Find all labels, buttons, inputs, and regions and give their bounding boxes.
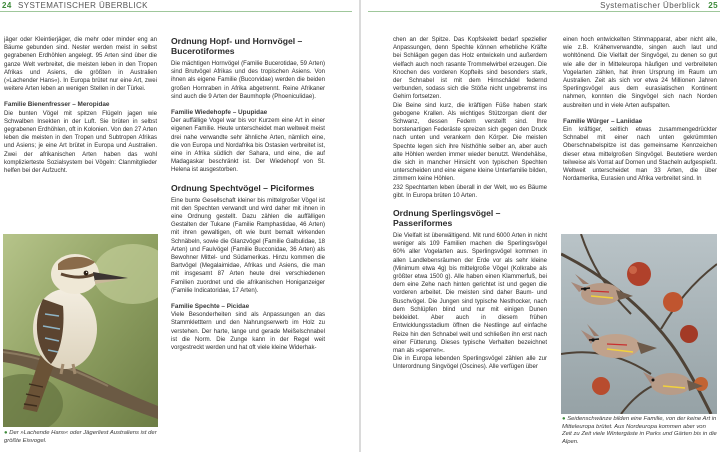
col3-kopfskelett-paragraph: chen an der Spitze. Das Kopfskelett bedarf spezieller Anpassungen, denn Spechte können erhebliche Kräfte bei Schlägen gegen das Holz entwickeln und außerdem vielfach auch noch rasante Trommelwirbel erzeugen. Die Knochen des vorderen Kopfteils sind besonders stark, der Schnabel ist mit dem Hirnschädel federnd verbunden, sodass sich die Stöße nicht ungebremst ins Gehirn fortsetzen. [393, 37, 547, 101]
right-header-rule [368, 11, 720, 12]
page-gutter [359, 0, 361, 452]
left-page-number: 24 [2, 1, 12, 10]
col3-beine-paragraph: Die Beine sind kurz, die kräftigen Füße haben stark gebogene Krallen. Als wichtiges Stützorgan dient der Schwanz, dessen Federn versteift sind. Ihre borstenartigen Federäste spreizen sich gegen den Druck nach unten und verankern den Körper. Die meisten Spechte legen sich ihre Nisthöhle selber an, aber auch alte Höhlen werden immer wieder benutzt. Wendehälse, die sich in mancher Hinsicht von typischen Spechten unterscheiden und eine eigene kleine Unterfamilie bilden, zimmern keine Höhlen. [393, 102, 547, 183]
right-page-number: 25 [708, 1, 718, 10]
col4-wuerger-paragraph: Ein kräftiger, seitlich etwas zusammengedrückter Schnabel mit einer nach unten gekrümmten Oberschnabelspitze ist das gemeinsame Kennzeichen dieser etwa mittelgroßen Singvögel. Beutetiere werden teilweise als Vorrat auf Dornen und Stacheln aufgespießt. Weltweit unterscheidet man 33 Arten, die über Nordamerika, Eurasien und Afrika verbreitet sind. In [563, 127, 717, 183]
col2-hornvoegel-paragraph: Die mächtigen Hornvögel (Familie Bucerotidae, 59 Arten) sind Brutvögel Afrikas und des tropischen Asiens. Von ihnen als eigene Familie (Bucorvidae) werden die beiden großen Hornraben in Afrika abgetrennt. Reine Afrikaner sind auch die 9 Arten der Baumhopfe (Phoeniculidae). [171, 61, 325, 100]
col1-bienenfresser-paragraph: Die bunten Vögel mit spitzen Flügeln jagen wie Schwalben Insekten in der Luft. Sie brüten in selbst gegrabenen Erdhöhlen, oft in Kolonien. Von den 27 Arten leben die meisten in den Tropen und Subtropen Afrikas und Asiens; je eine Art brütet in Europa und Australien. Zwei der afrikanischen Arten haben das wohl komplizierteste Sozialsystem bei Vögeln: Clanmitglieder helfen bei der Aufzucht. [4, 110, 157, 175]
left-running-title: SYSTEMATISCHER ÜBERBLICK [18, 1, 148, 10]
col2-spechte-paragraph: Viele Besonderheiten sind als Anpassungen an das Stammkletttern und den Nahrungserwerb im Holz zu verstehen. Der harte, lange und gerade Meißelschnabel ist die Norm. Die Zunge kann in der Regel weit vorgestreckt werden und hat oft viele kleine Widerhak- [171, 312, 325, 352]
column-3 [393, 36, 547, 452]
kookaburra-photo [3, 234, 158, 427]
waxwing-caption-text: Seidenschwänze bilden eine Familie, von der keine Art in Mitteleuropa brütet. Aus Nordeuropa kommen aber von Zeit zu Zeit viele Wintergäste in Parks und Gärten bis in die Alpen. [562, 416, 717, 445]
right-running-title: Systematischer Überblick [600, 1, 700, 10]
col4-heading-wuerger: Familie Würger – Laniidae [563, 117, 643, 125]
kookaburra-caption-text: Der »Lachende Hans« oder Jägerliest Australiens ist der größte Eisvogel. [4, 430, 157, 444]
col1-heading-bienenfresser: Familie Bienenfresser – Meropidae [4, 101, 110, 109]
column-2 [171, 36, 325, 452]
col1-intro-paragraph: jäger oder Kleintierjäger, die mehr oder minder eng an Bäume gebunden sind. Nester werden meist in selbst gegrabenen Erdhöhlen angelegt. 95 Arten sind über die ganze Welt verbreitet, die meisten leben in den Tropen Afrikas und Asiens, die größten in Australien (»Lachender Hans«). In Europa brütet nur eine Art, zwei weitere Arten leben an wenigen Stellen in der Türkei. [4, 37, 157, 93]
caption-bullet-icon: ● [562, 416, 566, 422]
col2-heading-bucerotiformes: Ordnung Hopf- und Hornvögel – Bucerotiformes [171, 36, 303, 56]
caption-bullet-icon: ● [4, 430, 8, 436]
waxwing-illustration [561, 234, 717, 414]
waxwing-photo [561, 234, 717, 414]
col2-spechtvoegel-paragraph: Eine bunte Gesellschaft kleiner bis mittelgroßer Vögel ist mit den Spechten verwandt und wird daher mit ihnen in eine Ordnung gestellt. Dazu zählen die auffälligen Gestalten der Tukane (Familie Ramphastidae, 46 Arten) mit ihren gewaltigen, oft wie bunt bemalt wirkenden Schnäbeln, sowie die Glanzvögel (Familie Galbulidae, 18 Arten) und Faulvögel (Familie Bucconidae, 36 Arten) als Bewohner Mittel- und Südamerikas. Hinzu kommen die Bartvögel (Megalaimidae, Afrikas und Asiens, die man mit insgesamt 87 Arten heute drei verschiedenen Familien zuordnet und die afrikanischen Honiganzeiger (Familie Indicatoridae, 17 Arten). [171, 197, 325, 294]
col3-spechtarten-paragraph: 232 Spechtarten leben überall in der Welt, wo es Bäume gibt. In Europa brüten 10 Arten. [393, 184, 547, 199]
col2-heading-spechte: Familie Spechte – Picidae [171, 303, 250, 311]
left-header-rule [0, 11, 352, 12]
kookaburra-illustration [3, 234, 158, 427]
column-1 [4, 36, 157, 226]
waxwing-caption [562, 416, 717, 446]
col3-heading-passeriformes: Ordnung Sperlingsvögel – Passeriformes [393, 208, 501, 229]
col3-vielfalt-paragraph: Die Vielfalt ist überwältigend. Mit rund 6000 Arten in nicht weniger als 109 Familien machen die Sperlingsvögel 60% aller Vogelarten aus. Sperlingsvögel kommen in allen Landlebensräumen der Erde vor als sehr kleine (Minimum etwa 4g) bis mittelgroße Vögel (Kolkrabe als größter etwa 1500 g). Alle haben einen Klammerfuß, bei dem eine Zehe nach hinten gerichtet ist und gegen die vorderen arbeitet. Die meisten sind daher Baum- und Buschvögel. Die Jungen sind typische Nesthocker, nach dem Schlüpfen blind und nur mit einigen Dunen bekleidet. Aber auch in diesem frühen Entwicklungsstadium öffnen die Nestlinge auf einfache Reize hin den Schnabel weit und schließen ihn erst nach einer Fütterung. Dieses typische Verhalten bezeichnet man als »sperren«. [393, 233, 547, 354]
col3-singvoegel-paragraph: Die in Europa lebenden Sperlingsvögel zählen alle zur Unterordnung Singvögel (Oscines). Alle verfügen über [393, 356, 547, 371]
kookaburra-caption [4, 430, 158, 445]
left-page-header [0, 0, 359, 11]
col2-heading-piciformes: Ordnung Spechtvögel – Piciformes [171, 182, 315, 193]
col2-wiedehopf-paragraph: Der auffällige Vogel war bis vor Kurzem eine Art in einer eigenen Familie. Heute unterscheidet man weltweit meist drei nahe verwandte sehr ähnliche Arten, nämlich eine, die von Europa und Nordafrika bis Ostasien verbreitet ist, eine in Afrika südlich der Sahara, und eine, die auf Madagaskar beschränkt ist. Der Wiedehopf von St. Helena ist ausgestorben. [171, 118, 325, 174]
column-4 [563, 36, 717, 226]
col4-stimmapparat-paragraph: einen hoch entwickelten Stimmapparat, aber nicht alle, wie z.B. Krähenverwandte, singen auch laut und wohltönend. Die Vielfalt der Singvögel, zu denen so gut wie alle der in Mitteleuropa häufigen und verbreiteten Vogelarten zählen, hat ihren Ursprung im Raum um Australien. Zeit als sich vor etwa 24 Millionen Jahren Sperlingsvögel aus dem eurasiatischen Kontinent nahmen, konnten die Singvögel sich nach Norden ausbreiten und in viele Arten aufspalten. [563, 37, 717, 109]
col2-heading-wiedehopfe: Familie Wiedehopfe – Upupidae [171, 109, 268, 117]
right-page-header [361, 0, 720, 11]
